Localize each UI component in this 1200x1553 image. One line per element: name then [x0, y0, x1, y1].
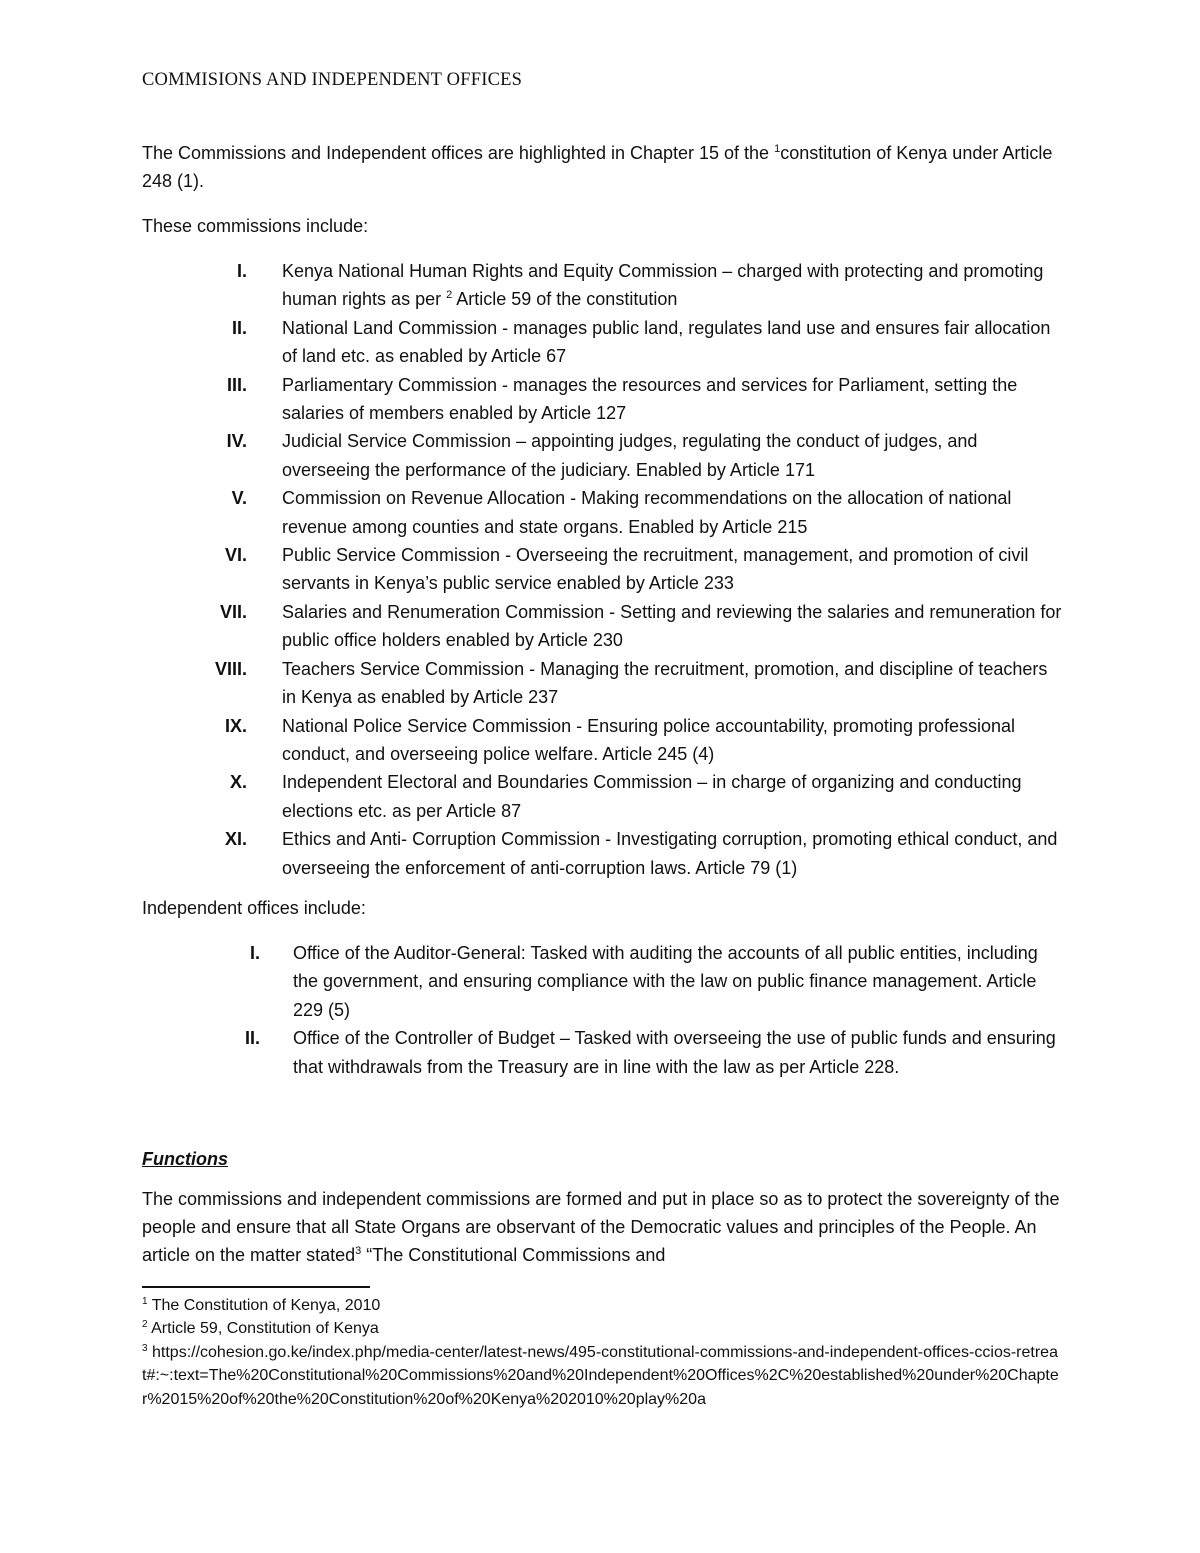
list-item-text: Parliamentary Commission - manages the resources and services for Parliament, setting the salaries of members enabled by Article 127 [282, 374, 1018, 424]
offices-lead: Independent offices include: [142, 897, 366, 918]
list-item [142, 257, 1062, 314]
list-item [142, 598, 1062, 655]
list-item-text-end: Article 59 of the constitution [452, 289, 678, 310]
list-item-text: National Police Service Commission - Ensuring police accountability, promoting professional conduct, and overseeing police welfare. Article 245 (4) [282, 715, 1016, 764]
list-number: X. [229, 772, 247, 793]
list-item-text: Commission on Revenue Allocation - Making recommendations on the allocation of national revenue among counties and state organs. Enabled by Article 215 [282, 488, 1012, 537]
list-item-text: National Land Commission - manages public land, regulates land use and ensures fair allocation of land etc. as enabled by Article 67 [282, 317, 1051, 367]
footnote-ref-3[interactable]: 3 [355, 1244, 362, 1257]
functions-text-end: “The Constitutional Commissions and [361, 1244, 666, 1265]
list-item [142, 939, 1062, 1024]
footnote-ref-2[interactable]: 2 [446, 289, 453, 302]
list-number: VIII. [214, 658, 247, 679]
list-item [142, 484, 1062, 541]
footnote-number: 1 [142, 1295, 148, 1307]
list-item-text: Public Service Commission - Overseeing the recruitment, management, and promotion of civil servants in Kenya’s public service enabled by Article 233 [282, 545, 1029, 594]
list-item [142, 371, 1062, 428]
list-number: III. [226, 374, 247, 395]
functions-paragraph [142, 1185, 1062, 1269]
intro-text-end: constitution of Kenya under Article 248 (1). [142, 143, 1053, 191]
list-item [142, 768, 1062, 825]
list-number: II. [244, 1028, 260, 1049]
list-number: I. [249, 942, 260, 963]
commissions-lead: These commissions include: [142, 216, 369, 236]
list-number: VII. [219, 601, 247, 622]
footnote-number: 2 [142, 1319, 148, 1331]
list-item-text: Salaries and Renumeration Commission - Setting and reviewing the salaries and remuneration for public office holders enabled by Article 230 [282, 601, 1062, 651]
list-item [142, 427, 1062, 484]
list-item-text: Ethics and Anti- Corruption Commission - Investigating corruption, promoting ethical conduct, and overseeing the enforcement of anti-corruption laws. Article 79 (1) [282, 829, 1058, 878]
footnote-number: 3 [142, 1342, 148, 1354]
offices-list [142, 939, 1062, 1081]
list-number: IX. [224, 715, 247, 736]
list-item-text: Kenya National Human Rights and Equity Commission – charged with protecting and promoting human rights as per [282, 261, 1044, 310]
commissions-list [142, 257, 1062, 882]
list-item-text: Independent Electoral and Boundaries Commission – in charge of organizing and conducting elections etc. as per Article 87 [282, 772, 1022, 821]
footnote-2 [142, 1317, 1062, 1341]
footnote-3 [142, 1341, 1062, 1412]
list-number: II. [231, 317, 247, 338]
list-item [142, 655, 1062, 712]
list-item-text: Office of the Controller of Budget – Tasked with overseeing the use of public funds and ensuring that withdrawals from the Treasury are in line with the law as per Article 228. [293, 1028, 1056, 1077]
footnote-text: The Constitution of Kenya, 2010 [147, 1296, 381, 1314]
footnotes [142, 1294, 1062, 1412]
list-item [142, 314, 1062, 371]
document-page [142, 70, 1062, 1411]
list-number: IV. [226, 431, 247, 452]
list-number: VI. [224, 545, 247, 566]
list-number: V. [231, 488, 247, 509]
footnote-1 [142, 1294, 1062, 1318]
list-item [142, 541, 1062, 598]
footnote-text: Article 59, Constitution of Kenya [147, 1320, 379, 1338]
document-title: COMMISIONS AND INDEPENDENT OFFICES [142, 70, 523, 90]
intro-paragraph [142, 139, 1062, 195]
list-number: XI. [224, 829, 247, 850]
list-number: I. [236, 261, 247, 281]
list-item [142, 825, 1062, 882]
list-item-text: Teachers Service Commission - Managing the recruitment, promotion, and discipline of teachers in Kenya as enabled by Article 237 [282, 658, 1048, 708]
footnote-link[interactable]: https://cohesion.go.ke/index.php/media-center/latest-news/495-constitutional-commissions-and-independent-offices-ccios-retreat#:~:text=The%20Constitutional%20Commissions%20and%20Independent%20Offices%2C%20established%20under%20Chapter%2015%20of%20the%20Constitution%20of%20Kenya%202010%20play%20a [142, 1343, 1059, 1408]
list-item-text: Office of the Auditor-General: Tasked with auditing the accounts of all public entities, including the government, and ensuring compliance with the law on public finance management. Article 229 (5) [293, 942, 1038, 1020]
list-item [142, 712, 1062, 769]
functions-heading: Functions [142, 1148, 228, 1169]
footnote-separator [142, 1286, 370, 1288]
intro-text-start: The Commissions and Independent offices are highlighted in Chapter 15 of the [142, 143, 775, 163]
list-item-text: Judicial Service Commission – appointing judges, regulating the conduct of judges, and overseeing the performance of the judiciary. Enabled by Article 171 [282, 431, 978, 480]
list-item [142, 1024, 1062, 1081]
footnote-ref-1[interactable]: 1 [774, 143, 781, 155]
functions-text-start: The commissions and independent commissions are formed and put in place so as to protect the sovereignty of the people and ensure that all State Organs are observant of the Democratic values and principles of the People. An article on the matter stated [142, 1188, 1060, 1265]
